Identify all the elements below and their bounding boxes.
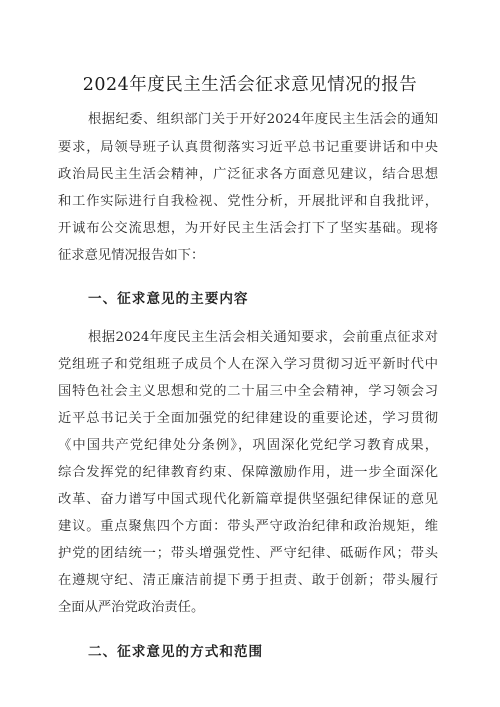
section1-line: 国特色社会主义思想和党的二十届三中全会精神，学习领会习	[58, 384, 438, 399]
intro-line: 政治局民主生活会精神，广泛征求各方面意见建议，结合思想	[58, 167, 438, 182]
section1-line: 建议。重点聚焦四个方面：带头严守政治纪律和政治规矩，维	[58, 519, 438, 534]
section-heading: 一、征求意见的主要内容	[88, 291, 249, 307]
section1-line: 近平总书记关于全面加强党的纪律建设的重要论述，学习贯彻	[58, 411, 438, 426]
section-heading: 二、征求意见的方式和范围	[88, 644, 264, 660]
section1-line: 综合发挥党的纪律教育约束、保障激励作用，进一步全面深化	[58, 465, 438, 480]
intro-line: 和工作实际进行自我检视、党性分析，开展批评和自我批评，	[58, 194, 438, 209]
intro-line: 征求意见情况报告如下：	[58, 248, 205, 263]
intro-line: 开诚布公交流思想，为开好民主生活会打下了坚实基础。现将	[58, 221, 438, 236]
section1-line: 全面从严治党政治责任。	[58, 600, 205, 615]
section1-line: 护党的团结统一；带头增强党性、严守纪律、砥砺作风；带头	[58, 546, 438, 561]
section1-line: 党组班子和党组班子成员个人在深入学习贯彻习近平新时代中	[58, 357, 438, 372]
intro-line: 根据纪委、组织部门关于开好2024年度民主生活会的通知	[88, 112, 438, 127]
section1-line: 在遵规守纪、清正廉洁前提下勇于担责、敢于创新；带头履行	[58, 573, 438, 588]
intro-line: 要求，局领导班子认真贯彻落实习近平总书记重要讲话和中央	[58, 140, 438, 155]
section1-line: 根据2024年度民主生活会相关通知要求，会前重点征求对	[88, 330, 438, 345]
document-title: 2024年度民主生活会征求意见情况的报告	[82, 75, 418, 95]
section1-line: 《中国共产党纪律处分条例》，巩固深化党纪学习教育成果，	[58, 438, 438, 453]
section1-line: 改革、奋力谱写中国式现代化新篇章提供坚强纪律保证的意见	[58, 492, 438, 507]
